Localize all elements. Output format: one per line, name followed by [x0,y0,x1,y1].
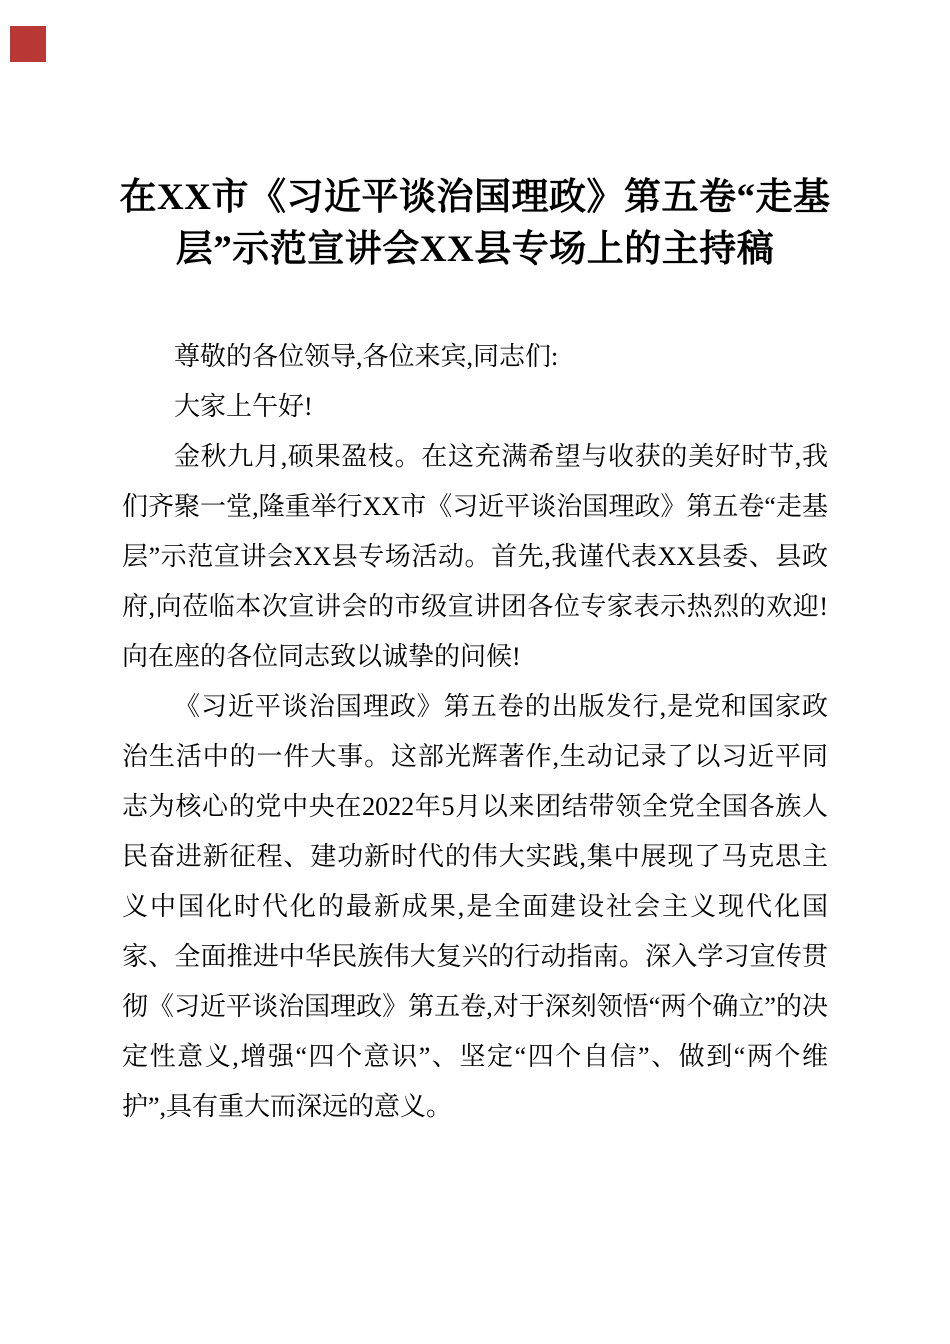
document-title: 在XX市《习近平谈治国理政》第五卷“走基层”示范宣讲会XX县专场上的主持稿 [119,177,831,270]
paragraph-book-significance: 《习近平谈治国理政》第五卷的出版发行,是党和国家政治生活中的一件大事。这部光辉著作,生动记录了以习近平同志为核心的党中央在2022年5月以来团结带领全党全国各族人民奋进新征程、建功新时代的伟大实践,集中展现了马克思主义中国化时代化的最新成果,是全面建设社会主义现代化国家、全面推进中华民族伟大复兴的行动指南。深入学习宣传贯彻《习近平谈治国理政》第五卷,对于深刻领悟“两个确立”的决定性意义,增强“四个意识”、坚定“四个自信”、做到“两个维护”,具有重大而深远的意义。 [122,692,828,1121]
document-body [122,332,828,1132]
corner-marker [10,26,46,62]
salutation-line: 尊敬的各位领导,各位来宾,同志们: [174,342,559,371]
greeting-line: 大家上午好! [174,392,313,421]
paragraph-opening-welcome: 金秋九月,硕果盈枝。在这充满希望与收获的美好时节,我们齐聚一堂,隆重举行XX市《习近平谈治国理政》第五卷“走基层”示范宣讲会XX县专场活动。首先,我谨代表XX县委、县政府,向莅临本次宣讲会的市级宣讲团各位专家表示热烈的欢迎!向在座的各位同志致以诚挚的问候! [122,442,828,671]
